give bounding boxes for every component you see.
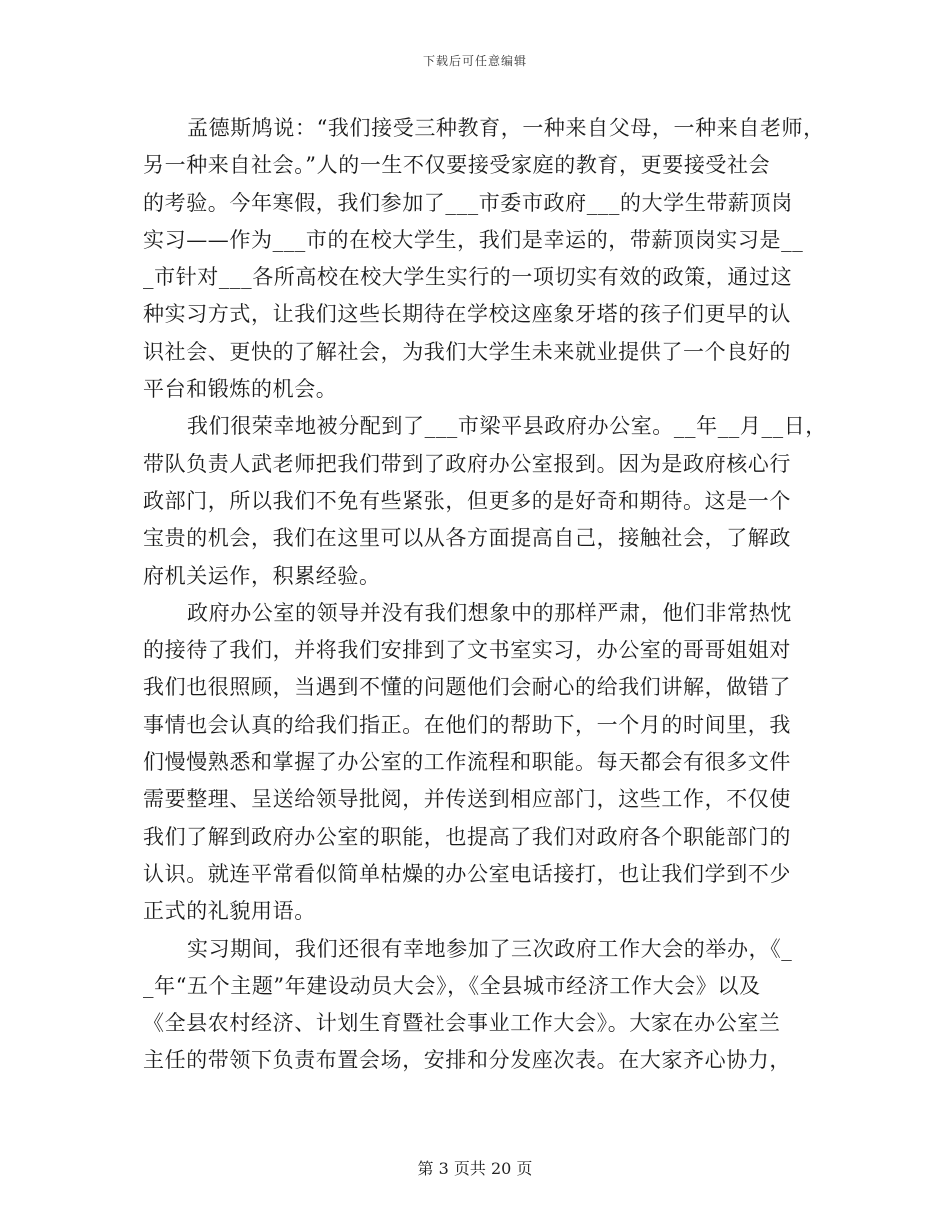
page-footer: 第 3 页共 20 页 bbox=[417, 1159, 533, 1178]
text-line: 认识。就连平常看似简单枯燥的办公室电话接打，也让我们学到不少 bbox=[143, 861, 791, 886]
text-line: 实习期间，我们还很有幸地参加了三次政府工作大会的举办，《_ bbox=[187, 936, 793, 961]
page-header: 下载后可任意编辑 bbox=[422, 54, 527, 68]
text-line: 平台和锻炼的机会。 bbox=[143, 377, 338, 402]
text-line: 实习——作为___市的在校大学生，我们是幸运的，带薪顶岗实习是__ bbox=[143, 227, 804, 252]
text-line: 的考验。今年寒假，我们参加了___市委市政府___的大学生带薪顶岗 bbox=[143, 190, 793, 215]
text-line: 种实习方式，让我们这些长期待在学校这座象牙塔的孩子们更早的认 bbox=[143, 302, 791, 327]
text-line: 识社会、更快的了解社会，为我们大学生未来就业提供了一个良好的 bbox=[143, 339, 791, 364]
text-line: 们慢慢熟悉和掌握了办公室的工作流程和职能。每天都会有很多文件 bbox=[143, 750, 791, 775]
text-line: 孟德斯鸠说：“我们接受三种教育，一种来自父母，一种来自老师， bbox=[187, 116, 825, 140]
text-line: 政府办公室的领导并没有我们想象中的那样严肃，他们非常热忱 bbox=[187, 600, 792, 625]
text-line: 我们也很照顾，当遇到不懂的问题他们会耐心的给我们讲解，做错了 bbox=[143, 675, 791, 700]
text-line: 另一种来自社会。”人的一生不仅要接受家庭的教育，更要接受社会 bbox=[143, 153, 771, 178]
text-line: _市针对___各所高校在校大学生实行的一项切实有效的政策，通过这 bbox=[143, 265, 793, 290]
text-line: 正式的礼貌用语。 bbox=[143, 899, 316, 924]
text-line: 我们了解到政府办公室的职能，也提高了我们对政府各个职能部门的 bbox=[143, 824, 791, 849]
text-line: 的接待了我们，并将我们安排到了文书室实习，办公室的哥哥姐姐对 bbox=[143, 638, 791, 663]
text-line: 主任的带领下负责布置会场，安排和分发座次表。在大家齐心协力， bbox=[143, 1048, 791, 1073]
text-line: _年“五个主题”年建设动员大会》，《全县城市经济工作大会》以及 bbox=[143, 973, 761, 998]
text-line: 府机关运作，积累经验。 bbox=[143, 563, 381, 588]
text-line: 宝贵的机会，我们在这里可以从各方面提高自己，接触社会，了解政 bbox=[143, 526, 791, 551]
text-line: 《全县农村经济、计划生育暨社会事业工作大会》。大家在办公室兰 bbox=[143, 1011, 781, 1036]
document-body bbox=[143, 110, 827, 1080]
text-line: 事情也会认真的给我们指正。在他们的帮助下，一个月的时间里，我 bbox=[143, 712, 791, 737]
text-line: 政部门，所以我们不免有些紧张，但更多的是好奇和期待。这是一个 bbox=[143, 488, 791, 513]
text-line: 带队负责人武老师把我们带到了政府办公室报到。因为是政府核心行 bbox=[143, 451, 791, 476]
text-line: 我们很荣幸地被分配到了___市梁平县政府办公室。__年__月__日， bbox=[187, 414, 827, 439]
text-line: 需要整理、呈送给领导批阅，并传送到相应部门，这些工作，不仅使 bbox=[143, 787, 791, 812]
